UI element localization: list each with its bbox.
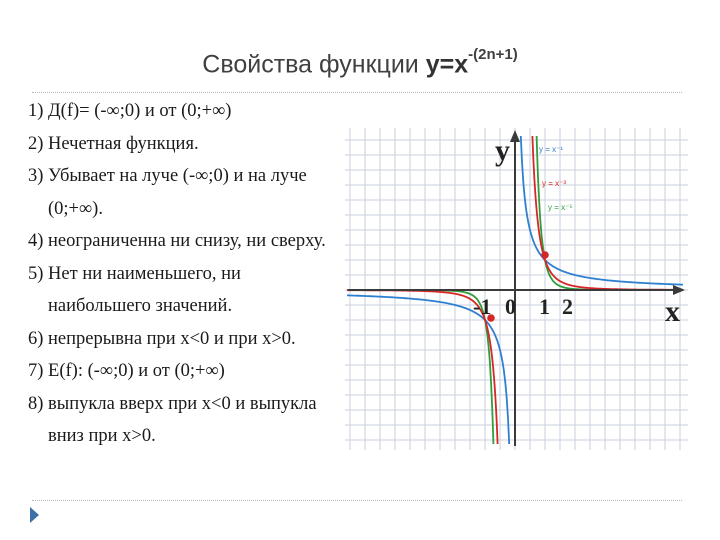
property-item: 1) Д(f)= (-∞;0) и от (0;+∞): [28, 101, 232, 121]
legend-y-x-minus-3: y = x⁻³: [542, 179, 567, 188]
property-item: 4) неограниченна ни снизу, ни сверху.: [28, 231, 326, 251]
title-formula: y=x: [425, 50, 469, 79]
properties-list: [28, 95, 348, 453]
footer-divider: [32, 500, 682, 501]
title-exponent: -(2n+1): [468, 46, 518, 63]
property-item: 5) Нет ни наименьшего, ни наибольшего значений.: [28, 263, 241, 316]
property-item: 8) выпукла вверх при x<0 и выпукла вниз при x>0.: [28, 393, 317, 446]
tick-label-1: 1: [539, 294, 550, 319]
intersection-point-1-1: [541, 251, 549, 259]
property-item: 2) Нечетная функция.: [28, 133, 199, 154]
property-item: 7) E(f): (-∞;0) и от (0;+∞): [28, 361, 225, 381]
property-item: 3) Убывает на луче (-∞;0) и на луче (0;+∞).: [28, 166, 307, 219]
legend-y-x-minus-5: y = x⁻⁵: [548, 203, 573, 212]
slide-title: [0, 46, 720, 79]
legend-y-x-minus-1: y = x⁻¹: [539, 145, 564, 154]
tick-label-2: 2: [562, 294, 573, 319]
property-item: 6) непрерывна при x<0 и при x>0.: [28, 328, 296, 349]
play-arrow-icon: [30, 507, 39, 523]
y-axis-label: y: [495, 134, 510, 167]
tick-label-0: 0: [505, 294, 516, 319]
title-divider: [32, 92, 682, 93]
x-axis-label: x: [665, 295, 680, 328]
tick-label-neg1: -1: [473, 294, 492, 319]
function-graph: [345, 128, 688, 450]
title-text: Свойства функции: [202, 50, 426, 79]
